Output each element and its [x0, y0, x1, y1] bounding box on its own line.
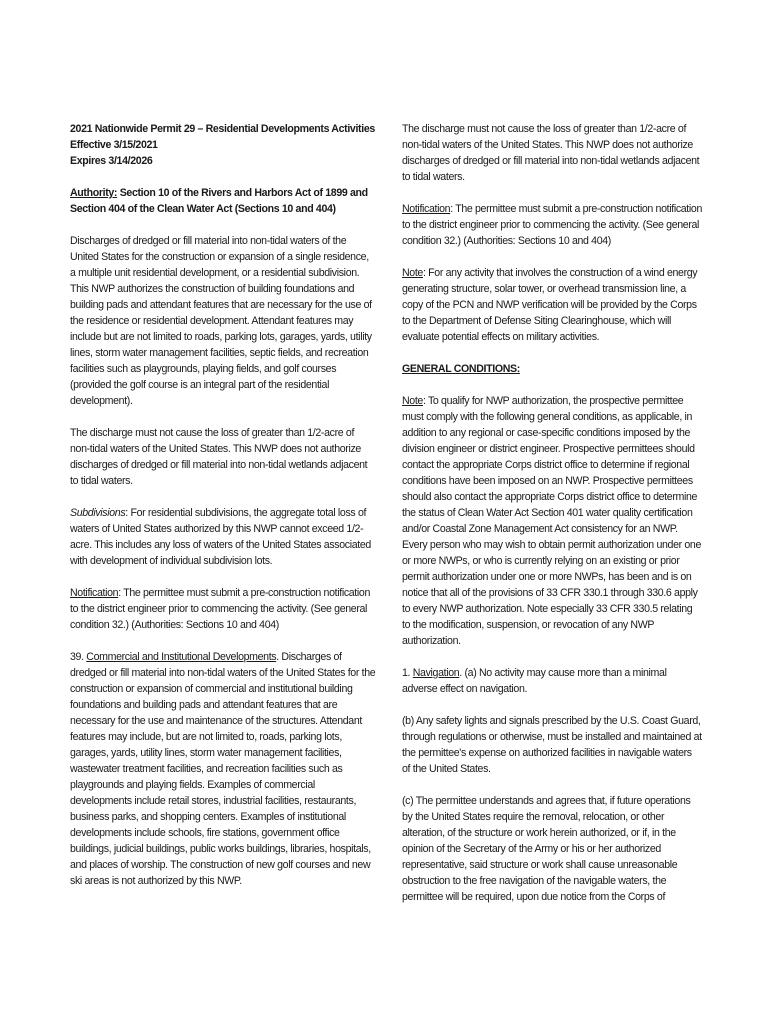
gc-note-text: : To qualify for NWP authorization, the prospective permittee must comply with the following general conditions, as applicable, in addition to any regional or case-specific conditions imposed by the division engineer or district engineer. Prospective permittees should contact the appropriate Corps district office to determine if regional conditions have been imposed on an NWP. Prospective permittees should also contact the appropriate Corps district office to determine the status of Clean Water Act Section 401 water quality certification and/or Coastal Zone Management Act consistency for an NWP. Every person who may wish to obtain permit authorization under one or more NWPs, or who is currently relying on an existing or prior permit authorization under one or more NWPs, has been and is on notice that all of the provisions of 33 CFR 330.1 through 330.6 apply to every NWP authorization. Note especially 33 CFR 330.5 relating to the modification, suspension, or revocation of any NWP authorization.: [402, 395, 702, 647]
notification-text-right: : The permittee must submit a pre-construction notification to the district engineer prior to commencing the activity. (See general condition 32.) (Authorities: Sections 10 and 404): [402, 203, 702, 247]
loss-limit-paragraph-right: The discharge must not cause the loss of greater than 1/2-acre of non-tidal waters of the United States. This NWP does not authorize discharges of dredged or fill material into non-tidal wetlands adjacent to tidal waters.: [402, 123, 700, 183]
general-conditions-note: [402, 393, 702, 649]
loss-limit-paragraph: The discharge must not cause the loss of greater than 1/2-acre of non-tidal waters of the United States. This NWP does not authorize discharges of dredged or fill material into non-tidal wetlands adjacent to tidal waters.: [70, 427, 368, 487]
permit-title-block: [70, 121, 376, 169]
wind-energy-note: [402, 265, 702, 345]
notification-paragraph-right: [402, 201, 702, 249]
navigation-paragraph: [402, 665, 702, 697]
residential-description: Discharges of dredged or fill material into non-tidal waters of the United States for the construction or expansion of a single residence, a multiple unit residential development, or a residential subdivision. This NWP authorizes the construction of building foundations and building pads and attendant features that are necessary for the use of the residence or residential development. Attendant features may include but are not limited to roads, parking lots, garages, yards, utility lines, storm water management facilities, septic fields, and recreation facilities such as playgrounds, playing fields, and golf courses (provided the golf course is an integral part of the residential development).: [70, 235, 372, 407]
authority-paragraph: [70, 185, 376, 217]
notification-paragraph: [70, 585, 376, 633]
nwp39-paragraph: [70, 649, 376, 889]
navigation-text: . (a) No activity may cause more than a minimal adverse effect on navigation.: [402, 667, 667, 695]
note-label: Note: [402, 267, 423, 279]
effective-date: Effective 3/15/2021: [70, 139, 158, 151]
nwp39-text: . Discharges of dredged or fill material into non-tidal waters of the United States for the construction or expansion of commercial and institutional building foundations and building pads and attendant features that are necessary for the use and maintenance of the structures. Attendant features may include, but are not limited to, roads, parking lots, garages, yards, utility lines, storm water management facilities, wastewater treatment facilities, and recreation facilities such as playgrounds and playing fields. Examples of commercial developments include retail stores, industrial facilities, restaurants, business parks, and shopping centers. Examples of institutional developments include schools, fire stations, government office buildings, judicial buildings, public works buildings, libraries, hospitals, and places of worship. The construction of new golf courses and new ski areas is not authorized by this NWP.: [70, 651, 376, 887]
nwp39-label: Commercial and Institutional Developments: [86, 651, 277, 663]
permit-title: 2021 Nationwide Permit 29 – Residential Developments Activities: [70, 123, 375, 135]
navigation-b-paragraph: (b) Any safety lights and signals prescribed by the U.S. Coast Guard, through regulations or otherwise, must be installed and maintained at the permittee's expense on authorized facilities in navigable waters of the United States.: [402, 715, 702, 775]
gc-note-label: Note: [402, 395, 423, 407]
note-text: : For any activity that involves the construction of a wind energy generating structure, solar tower, or overhead transmission line, a copy of the PCN and NWP verification will be provided by the Corps to the Department of Defense Siting Clearinghouse, which will evaluate potential effects on military activities.: [402, 267, 698, 343]
expiry-date: Expires 3/14/2026: [70, 155, 153, 167]
subdivisions-text: : For residential subdivisions, the aggregate total loss of waters of United States authorized by this NWP cannot exceed 1/2-acre. This includes any loss of waters of the United States associated with development of individual subdivision lots.: [70, 507, 371, 567]
navigation-number: 1.: [402, 667, 413, 679]
right-column: [402, 121, 702, 921]
authority-label: Authority:: [70, 187, 118, 199]
general-conditions-heading: GENERAL CONDITIONS:: [402, 363, 520, 375]
subdivisions-label: Subdivisions: [70, 507, 126, 519]
left-column: [70, 121, 376, 905]
notification-label: Notification: [70, 587, 119, 599]
navigation-label: Navigation: [412, 667, 460, 679]
authority-text: Section 10 of the Rivers and Harbors Act of 1899 and Section 404 of the Clean Water Act (Sections 10 and 404): [70, 187, 368, 215]
subdivisions-paragraph: [70, 505, 376, 569]
nwp39-number: 39.: [70, 651, 87, 663]
notification-label-right: Notification: [402, 203, 451, 215]
notification-text: : The permittee must submit a pre-construction notification to the district engineer prior to commencing the activity. (See general condition 32.) (Authorities: Sections 10 and 404): [70, 587, 370, 631]
navigation-c-paragraph: (c) The permittee understands and agrees that, if future operations by the United States require the removal, relocation, or other alteration, of the structure or work herein authorized, or if, in the opinion of the Secretary of the Army or his or her authorized representative, said structure or work shall cause unreasonable obstruction to the free navigation of the navigable waters, the permittee will be required, upon due notice from the Corps of: [402, 795, 691, 903]
